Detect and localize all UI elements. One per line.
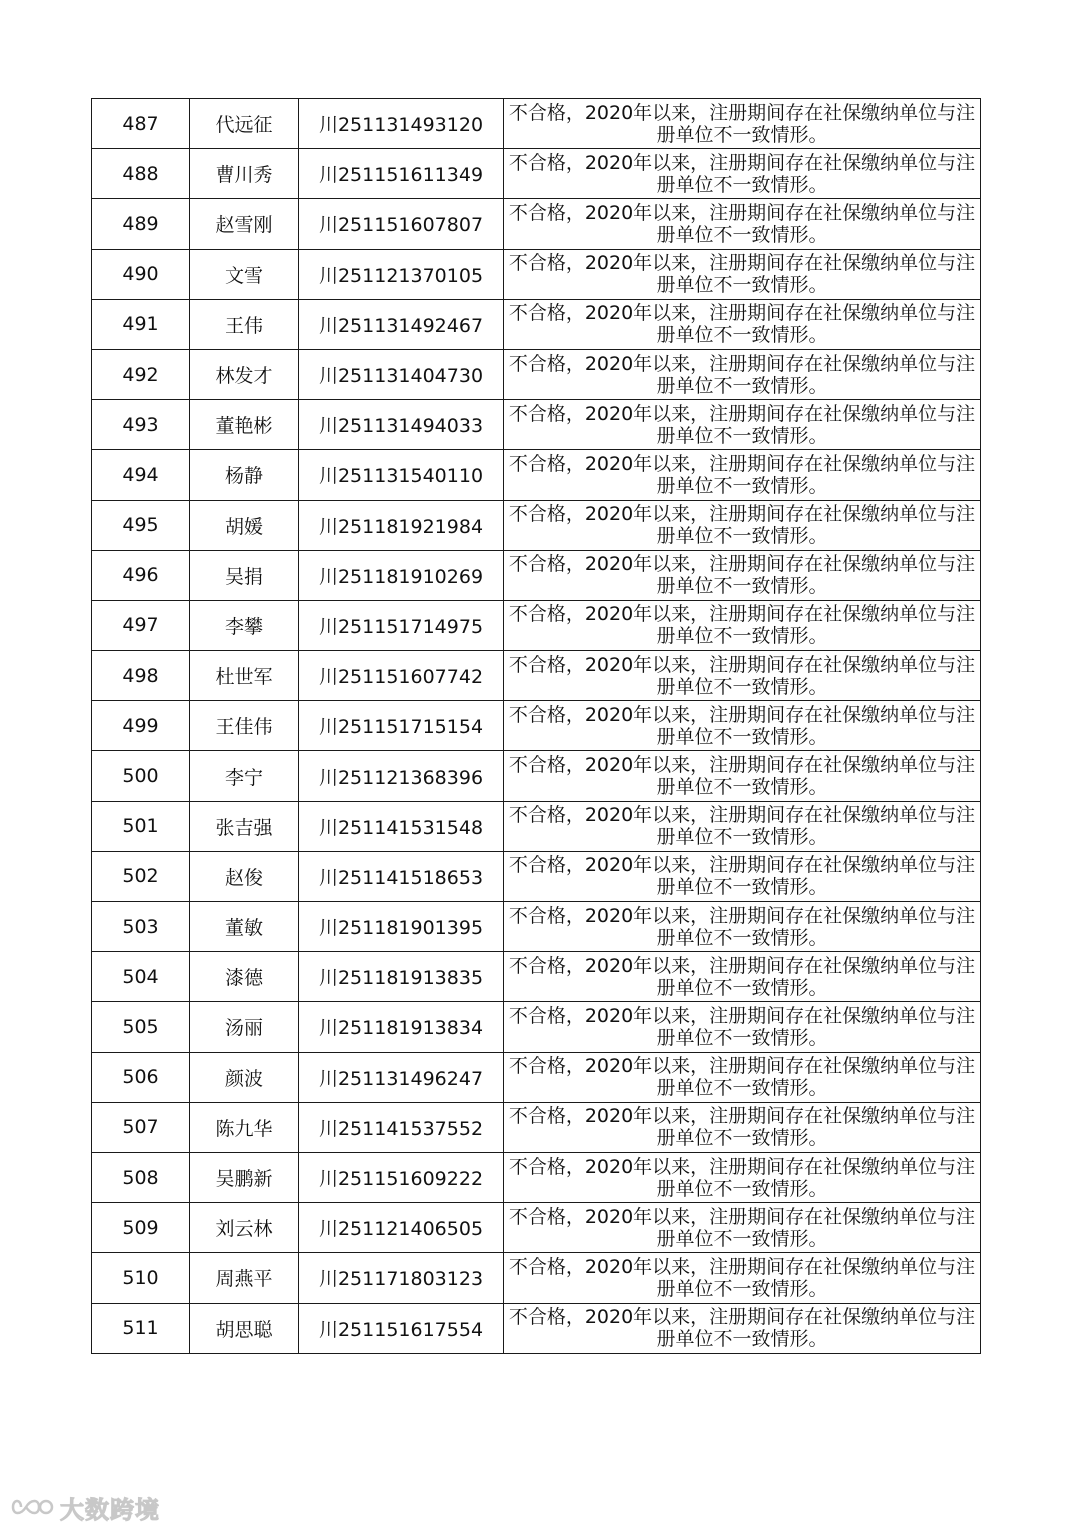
person-name: 文雪 <box>190 249 299 299</box>
person-name: 胡思聪 <box>190 1303 299 1353</box>
row-number: 500 <box>92 751 190 801</box>
review-result: 不合格，2020年以来，注册期间存在社保缴纳单位与注册单位不一致情形。 <box>504 1303 981 1353</box>
review-result: 不合格，2020年以来，注册期间存在社保缴纳单位与注册单位不一致情形。 <box>504 701 981 751</box>
registration-number: 川251181913834 <box>299 1002 504 1052</box>
table-row <box>92 349 981 399</box>
person-name: 李宁 <box>190 751 299 801</box>
table-row <box>92 600 981 650</box>
registration-number: 川251181901395 <box>299 902 504 952</box>
person-name: 吴捐 <box>190 550 299 600</box>
review-result: 不合格，2020年以来，注册期间存在社保缴纳单位与注册单位不一致情形。 <box>504 400 981 450</box>
row-number: 511 <box>92 1303 190 1353</box>
table-row <box>92 199 981 249</box>
person-name: 杨静 <box>190 450 299 500</box>
row-number: 497 <box>92 600 190 650</box>
table-row <box>92 751 981 801</box>
registration-number: 川251151611349 <box>299 149 504 199</box>
registration-number: 川251131540110 <box>299 450 504 500</box>
person-name: 颜波 <box>190 1052 299 1102</box>
row-number: 493 <box>92 400 190 450</box>
person-name: 张吉强 <box>190 801 299 851</box>
review-result: 不合格，2020年以来，注册期间存在社保缴纳单位与注册单位不一致情形。 <box>504 199 981 249</box>
registration-number: 川251151617554 <box>299 1303 504 1353</box>
row-number: 505 <box>92 1002 190 1052</box>
table-row <box>92 500 981 550</box>
table-body <box>92 99 981 1354</box>
table-row <box>92 450 981 500</box>
table-row <box>92 1152 981 1202</box>
registration-number: 川251141537552 <box>299 1102 504 1152</box>
person-name: 董艳彬 <box>190 400 299 450</box>
review-result: 不合格，2020年以来，注册期间存在社保缴纳单位与注册单位不一致情形。 <box>504 952 981 1002</box>
person-name: 汤丽 <box>190 1002 299 1052</box>
review-result: 不合格，2020年以来，注册期间存在社保缴纳单位与注册单位不一致情形。 <box>504 1002 981 1052</box>
watermark <box>10 1491 160 1523</box>
row-number: 491 <box>92 299 190 349</box>
row-number: 488 <box>92 149 190 199</box>
row-number: 510 <box>92 1253 190 1303</box>
table-row <box>92 550 981 600</box>
review-result: 不合格，2020年以来，注册期间存在社保缴纳单位与注册单位不一致情形。 <box>504 299 981 349</box>
row-number: 498 <box>92 651 190 701</box>
registration-number: 川251131404730 <box>299 349 504 399</box>
table-row <box>92 1303 981 1353</box>
review-result: 不合格，2020年以来，注册期间存在社保缴纳单位与注册单位不一致情形。 <box>504 651 981 701</box>
row-number: 508 <box>92 1152 190 1202</box>
person-name: 赵俊 <box>190 851 299 901</box>
registration-number: 川251181913835 <box>299 952 504 1002</box>
person-name: 王佳伟 <box>190 701 299 751</box>
review-result: 不合格，2020年以来，注册期间存在社保缴纳单位与注册单位不一致情形。 <box>504 450 981 500</box>
registration-number: 川251181921984 <box>299 500 504 550</box>
person-name: 陈九华 <box>190 1102 299 1152</box>
person-name: 吴鹏新 <box>190 1152 299 1202</box>
row-number: 496 <box>92 550 190 600</box>
row-number: 501 <box>92 801 190 851</box>
record-table <box>91 98 981 1354</box>
review-result: 不合格，2020年以来，注册期间存在社保缴纳单位与注册单位不一致情形。 <box>504 902 981 952</box>
registration-number: 川251131496247 <box>299 1052 504 1102</box>
person-name: 董敏 <box>190 902 299 952</box>
person-name: 漆德 <box>190 952 299 1002</box>
registration-number: 川251131492467 <box>299 299 504 349</box>
person-name: 周燕平 <box>190 1253 299 1303</box>
review-result: 不合格，2020年以来，注册期间存在社保缴纳单位与注册单位不一致情形。 <box>504 149 981 199</box>
person-name: 王伟 <box>190 299 299 349</box>
row-number: 487 <box>92 99 190 149</box>
registration-number: 川251131494033 <box>299 400 504 450</box>
registration-number: 川251151607807 <box>299 199 504 249</box>
table-row <box>92 1002 981 1052</box>
review-result: 不合格，2020年以来，注册期间存在社保缴纳单位与注册单位不一致情形。 <box>504 1152 981 1202</box>
row-number: 507 <box>92 1102 190 1152</box>
row-number: 502 <box>92 851 190 901</box>
table-row <box>92 902 981 952</box>
review-result: 不合格，2020年以来，注册期间存在社保缴纳单位与注册单位不一致情形。 <box>504 349 981 399</box>
registration-number: 川251121370105 <box>299 249 504 299</box>
row-number: 494 <box>92 450 190 500</box>
review-result: 不合格，2020年以来，注册期间存在社保缴纳单位与注册单位不一致情形。 <box>504 1052 981 1102</box>
review-result: 不合格，2020年以来，注册期间存在社保缴纳单位与注册单位不一致情形。 <box>504 500 981 550</box>
registration-number: 川251151714975 <box>299 600 504 650</box>
infinity-logo-icon <box>10 1493 54 1521</box>
review-result: 不合格，2020年以来，注册期间存在社保缴纳单位与注册单位不一致情形。 <box>504 1253 981 1303</box>
review-result: 不合格，2020年以来，注册期间存在社保缴纳单位与注册单位不一致情形。 <box>504 99 981 149</box>
person-name: 林发才 <box>190 349 299 399</box>
row-number: 506 <box>92 1052 190 1102</box>
table-row <box>92 1253 981 1303</box>
registration-number: 川251181910269 <box>299 550 504 600</box>
review-result: 不合格，2020年以来，注册期间存在社保缴纳单位与注册单位不一致情形。 <box>504 550 981 600</box>
table-row <box>92 1052 981 1102</box>
table-row <box>92 400 981 450</box>
table-row <box>92 99 981 149</box>
review-result: 不合格，2020年以来，注册期间存在社保缴纳单位与注册单位不一致情形。 <box>504 600 981 650</box>
registration-number: 川251121368396 <box>299 751 504 801</box>
registration-number: 川251151715154 <box>299 701 504 751</box>
table-row <box>92 851 981 901</box>
table-row <box>92 299 981 349</box>
table-row <box>92 1102 981 1152</box>
person-name: 胡媛 <box>190 500 299 550</box>
registration-number: 川251151607742 <box>299 651 504 701</box>
person-name: 代远征 <box>190 99 299 149</box>
person-name: 李攀 <box>190 600 299 650</box>
registration-number: 川251141518653 <box>299 851 504 901</box>
person-name: 刘云林 <box>190 1203 299 1253</box>
registration-number: 川251151609222 <box>299 1152 504 1202</box>
row-number: 504 <box>92 952 190 1002</box>
review-result: 不合格，2020年以来，注册期间存在社保缴纳单位与注册单位不一致情形。 <box>504 851 981 901</box>
watermark-text: 大数跨境 <box>60 1495 160 1524</box>
table-row <box>92 701 981 751</box>
person-name: 曹川秀 <box>190 149 299 199</box>
table-row <box>92 249 981 299</box>
table-row <box>92 651 981 701</box>
review-result: 不合格，2020年以来，注册期间存在社保缴纳单位与注册单位不一致情形。 <box>504 249 981 299</box>
row-number: 499 <box>92 701 190 751</box>
registration-number: 川251121406505 <box>299 1203 504 1253</box>
table-row <box>92 149 981 199</box>
review-result: 不合格，2020年以来，注册期间存在社保缴纳单位与注册单位不一致情形。 <box>504 1203 981 1253</box>
registration-number: 川251171803123 <box>299 1253 504 1303</box>
table-row <box>92 1203 981 1253</box>
person-name: 杜世军 <box>190 651 299 701</box>
row-number: 490 <box>92 249 190 299</box>
row-number: 489 <box>92 199 190 249</box>
row-number: 503 <box>92 902 190 952</box>
person-name: 赵雪刚 <box>190 199 299 249</box>
registration-number: 川251131493120 <box>299 99 504 149</box>
row-number: 492 <box>92 349 190 399</box>
registration-number: 川251141531548 <box>299 801 504 851</box>
row-number: 509 <box>92 1203 190 1253</box>
review-result: 不合格，2020年以来，注册期间存在社保缴纳单位与注册单位不一致情形。 <box>504 751 981 801</box>
table-row <box>92 801 981 851</box>
table-row <box>92 952 981 1002</box>
review-result: 不合格，2020年以来，注册期间存在社保缴纳单位与注册单位不一致情形。 <box>504 801 981 851</box>
row-number: 495 <box>92 500 190 550</box>
review-result: 不合格，2020年以来，注册期间存在社保缴纳单位与注册单位不一致情形。 <box>504 1102 981 1152</box>
